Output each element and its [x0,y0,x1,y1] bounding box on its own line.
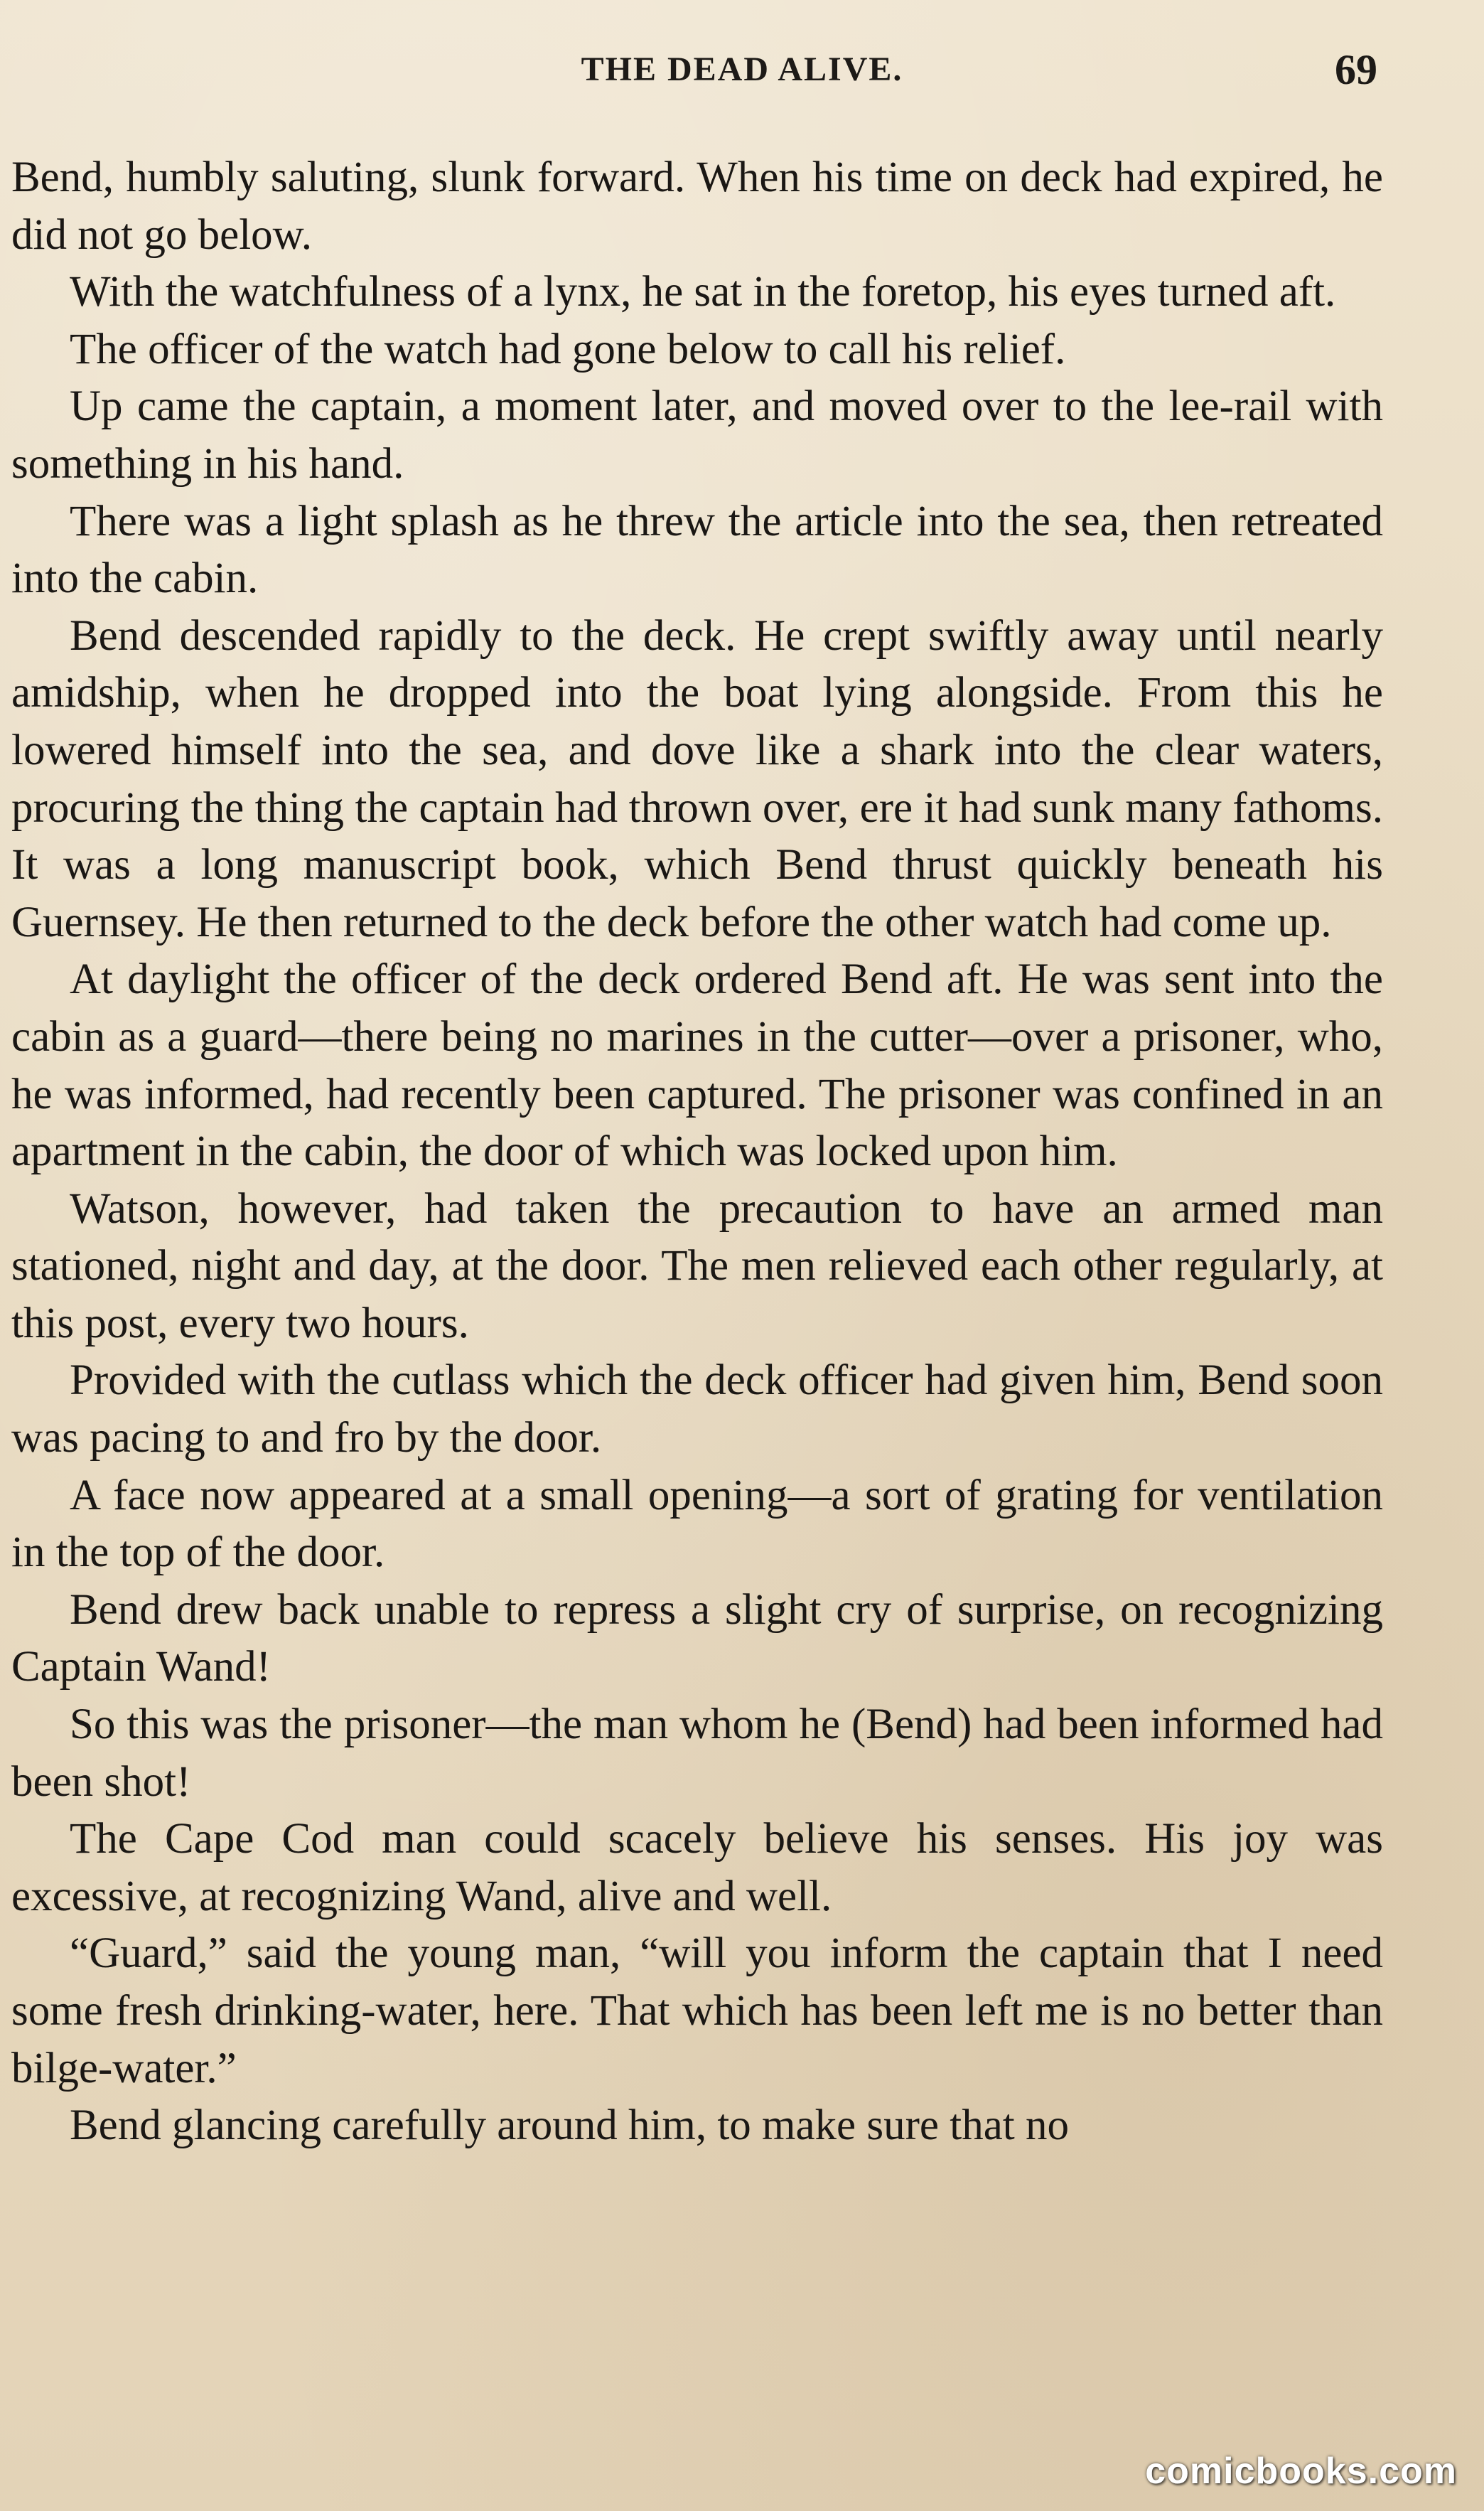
paragraph: Up came the captain, a moment later, and moved over to the lee-rail with something in his hand. [11,382,1383,488]
paragraph: A face now appeared at a small opening—a sort of grating for ventilation in the top of the door. [11,1471,1383,1577]
paragraph: The officer of the watch had gone below to call his relief. [70,325,1066,373]
watermark: comicbooks.com [1145,2451,1457,2492]
paragraph: So this was the prisoner—the man whom he (Bend) had been informed had been shot! [11,1701,1383,1806]
paragraph: Watson, however, had taken the precaution to have an armed man stationed, night and day, at the door. The men relieved each other regularly, at this post, every two hours. [11,1184,1383,1347]
running-title: THE DEAD ALIVE. [581,50,903,88]
paragraph: There was a light splash as he threw the article into the sea, then retreated into the cabin. [11,497,1383,603]
paragraph: The Cape Cod man could scacely believe his senses. His joy was excessive, at recognizing Wand, alive and well. [11,1815,1383,1920]
body-text [11,149,1383,2155]
paragraph: Bend descended rapidly to the deck. He crept swiftly away until nearly amidship, when he dropped into the boat lying alongside. From this he lowered himself into the sea, and dove like a shark into the clear waters, procuring the thing the captain had thrown over, ere it had sunk many fathoms. It was a long manuscript book, which Bend thrust quickly beneath his Guernsey. He then returned to the deck before the other watch had come up. [11,611,1383,946]
page-number: 69 [1335,46,1377,93]
paragraph: Bend, humbly saluting, slunk forward. When his time on deck had expired, he did not go below. [11,154,1383,259]
paragraph: At daylight the officer of the deck ordered Bend aft. He was sent into the cabin as a guard—there being no marines in the cutter—over a prisoner, who, he was informed, had recently been captured. The prisoner was confined in an apartment in the cabin, the door of which was locked upon him. [11,955,1383,1176]
paragraph: Bend drew back unable to repress a slight cry of surprise, on recognizing Captain Wand! [11,1585,1383,1691]
paragraph: “Guard,” said the young man, “will you inform the captain that I need some fresh drinking-water, here. That which has been left me is no better than bilge-water.” [11,1929,1383,2092]
paragraph: Provided with the cutlass which the deck officer had given him, Bend soon was pacing to and fro by the door. [11,1356,1383,1462]
paragraph: Bend glancing carefully around him, to make sure that no [70,2102,1069,2150]
paragraph: With the watchfulness of a lynx, he sat in the foretop, his eyes turned aft. [70,268,1336,316]
page-header [0,43,1484,100]
